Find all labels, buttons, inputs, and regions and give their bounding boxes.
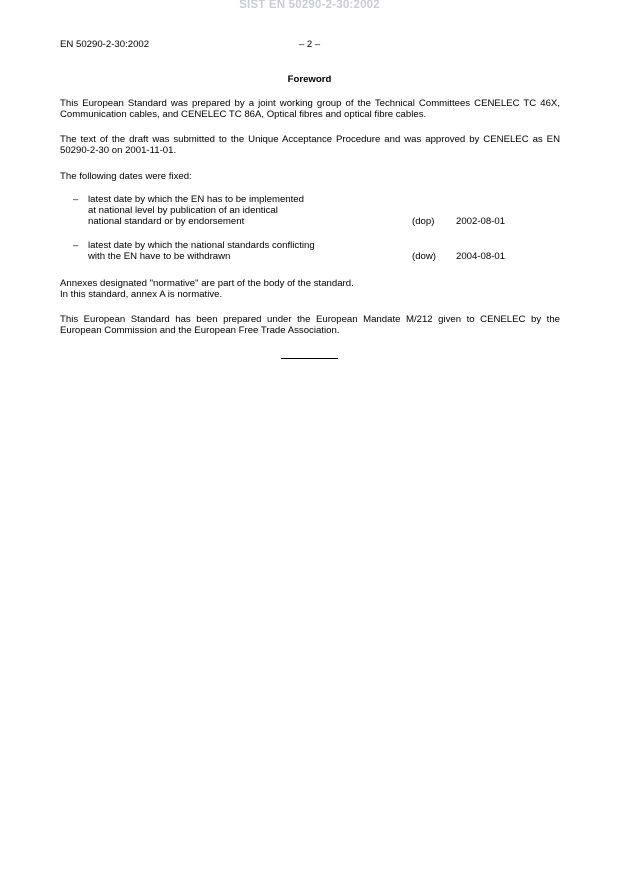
date-abbreviation: (dow) (412, 251, 436, 262)
page-number: – 2 – (298, 39, 321, 50)
page-title: Foreword (287, 74, 332, 85)
date-item-line: at national level by publication of an identical (88, 205, 278, 216)
date-item-line: with the EN have to be withdrawn (88, 251, 231, 262)
date-abbreviation: (dop) (412, 216, 435, 227)
document-id: EN 50290-2-30:2002 (60, 39, 150, 50)
date-item-line: national standard or by endorsement (88, 216, 245, 227)
end-rule (281, 358, 338, 359)
paragraph-prepared-by: This European Standard was prepared by a joint working group of the Technical Committees CENELEC TC 46X, Communication cables, and CENELEC TC 86A, Optical fibres and optical fibre cables. (60, 98, 560, 120)
date-item-line: latest date by which the EN has to be implemented (88, 194, 304, 205)
date-value: 2002-08-01 (456, 216, 506, 227)
date-item-dow (60, 240, 560, 263)
annexes-line: Annexes designated "normative" are part of the body of the standard. (60, 278, 354, 289)
date-item-line: latest date by which the national standards conflicting (88, 240, 315, 251)
list-dash: – (73, 240, 79, 251)
date-item-description (88, 194, 388, 227)
date-item-description (88, 240, 388, 262)
watermark: SIST EN 50290-2-30:2002 (239, 0, 380, 11)
date-item-dop (60, 194, 560, 228)
paragraph-annexes (60, 278, 560, 300)
paragraph-approval: The text of the draft was submitted to the Unique Acceptance Procedure and was approved by CENELEC as EN 50290-2-30 on 2001-11-01. (60, 134, 560, 156)
paragraph-dates-intro: The following dates were fixed: (60, 171, 192, 182)
list-dash: – (73, 194, 79, 205)
paragraph-mandate: This European Standard has been prepared under the European Mandate M/212 given to CENELEC by the European Commission and the European Free Trade Association. (60, 314, 560, 336)
annexes-line: In this standard, annex A is normative. (60, 289, 223, 300)
date-value: 2004-08-01 (456, 251, 506, 262)
